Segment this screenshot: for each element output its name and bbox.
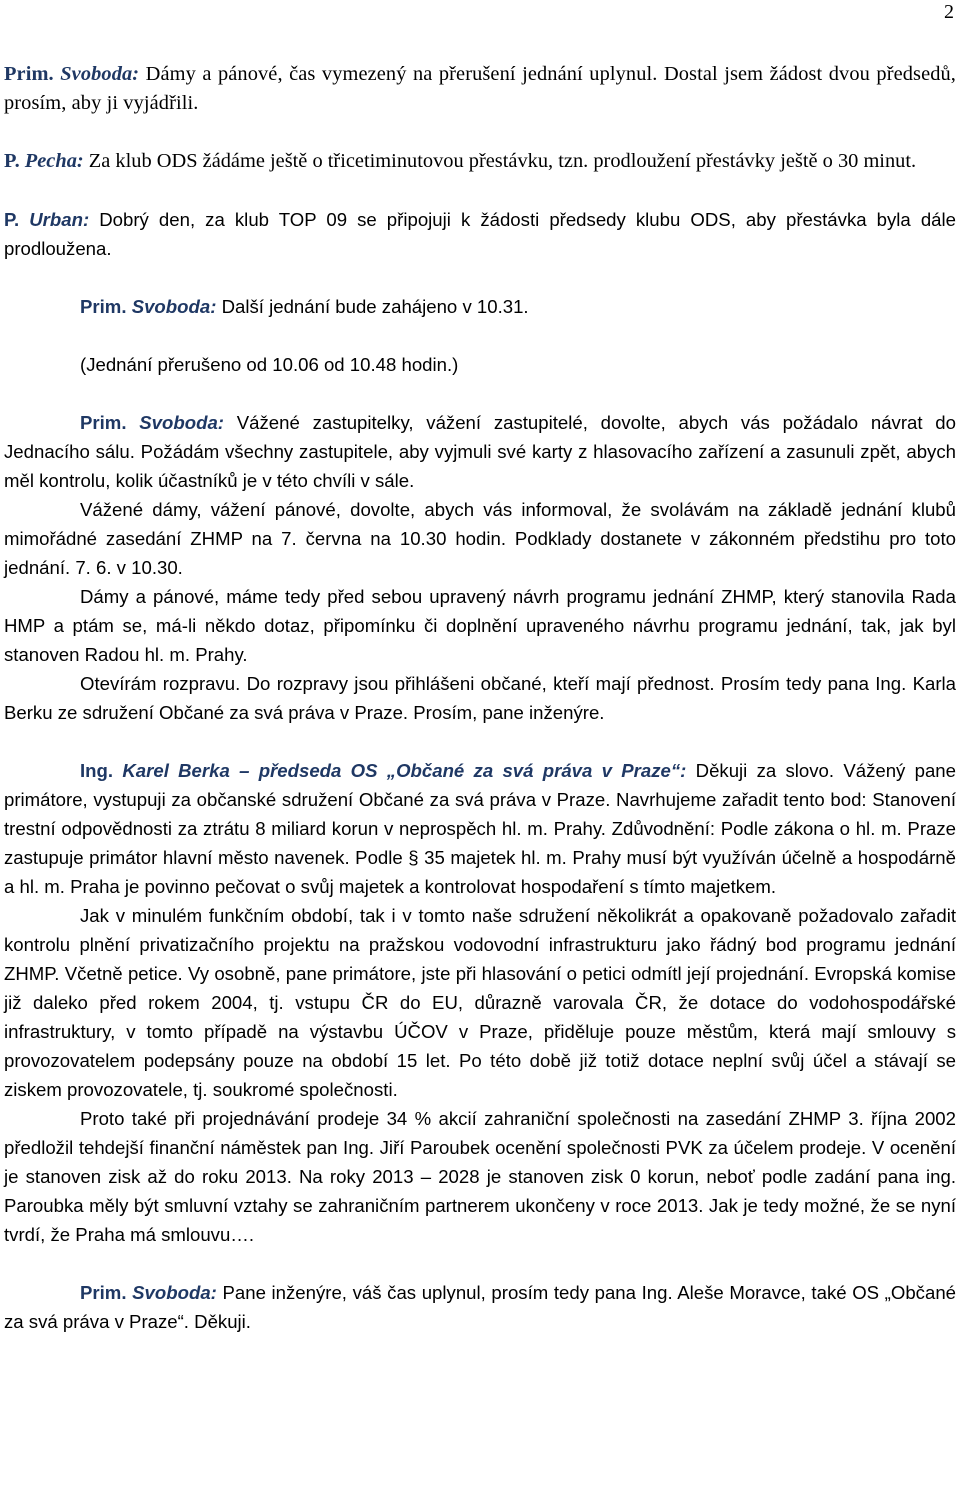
paragraph-text: Otevírám rozpravu. Do rozpravy jsou přihlášeni občané, kteří mají přednost. Prosím tedy pana Ing. Karla Berku ze sdružení Občané za svá práva v Praze. Prosím, pane inženýre.	[4, 673, 956, 723]
paragraph-9	[4, 669, 956, 727]
speaker-name: Svoboda:	[60, 63, 140, 85]
paragraph-text: Dámy a pánové, máme tedy před sebou upravený návrh programu jednání ZHMP, který stanovila Rada HMP a ptám se, má-li někdo dotaz, připomínku či doplnění upraveného návrhu programu jednání, tak, jak byl stanoven Radou hl. m. Prahy.	[4, 586, 956, 665]
paragraph-5	[4, 350, 956, 379]
speaker-name: Urban:	[29, 209, 90, 230]
paragraph-8	[4, 582, 956, 669]
paragraph-3	[4, 205, 956, 263]
paragraph-text: Jak v minulém funkčním období, tak i v tomto naše sdružení několikrát a opakovaně požadovalo zařadit kontrolu plnění privatizačního projektu na pražskou vodovodní infrastrukturu jako řádný bod programu jednání ZHMP. Včetně petice. Vy osobně, pane primátore, jste při hlasování o petici odmítl její projednání. Evropská komise již daleko před rokem 2004, tj. vstupu ČR do EU, důrazně varovala ČR, že dotace do vodohospodářské infrastruktury, v tomto případě na výstavbu ÚČOV v Praze, přiděluje pouze městům, která mají smlouvy s provozovatelem podepsány pouze na období 15 let. Po této době již totiž dotace neplní svůj účel a stávají se ziskem provozovatele, tj. soukromé společnosti.	[4, 905, 956, 1100]
paragraph-2	[4, 147, 956, 176]
paragraph-1	[4, 60, 956, 118]
paragraph-text: Pane inženýre, váš čas uplynul, prosím tedy pana Ing. Aleše Moravce, také OS „Občané za svá práva v Praze“. Děkuji.	[4, 1282, 956, 1332]
paragraph-text: Vážené zastupitelky, vážení zastupitelé, dovolte, abych vás požádalo návrat do Jednacího sálu. Požádám všechny zastupitele, aby vyjmuli své karty z hlasovacího zařízení a zasunuli zpět, abych měl kontrolu, kolik účastníků je v této chvíli v sále.	[4, 412, 956, 491]
speaker-title: Prim.	[80, 1282, 127, 1303]
speaker-title: Prim.	[4, 63, 54, 85]
paragraph-text: Dobrý den, za klub TOP 09 se připojuji k žádosti předsedy klubu ODS, aby přestávka byla dále prodloužena.	[4, 209, 956, 259]
speaker-name: Svoboda:	[139, 412, 224, 433]
paragraph-text: Vážené dámy, vážení pánové, dovolte, abych vás informoval, že svolávám na základě jednání klubů mimořádné zasedání ZHMP na 7. června na 10.30 hodin. Podklady dostanete v zákonném předstihu pro toto jednání. 7. 6. v 10.30.	[4, 499, 956, 578]
paragraph-text: Proto také při projednávání prodeje 34 % akcií zahraniční společnosti na zasedání ZHMP 3. října 2002 předložil tehdejší finanční náměstek pan Ing. Jiří Paroubek ocenění společnosti PVK za účelem prodeje. V ocenění je stanoven zisk až do roku 2013. Na roky 2013 – 2028 je stanoven zisk 0 korun, neboť podle zadání pana ing. Paroubka měly být smluvní vztahy se zahraničním partnerem ukončeny v roce 2013. Jak je tedy možné, že se nyní tvrdí, že Praha má smlouvu….	[4, 1108, 956, 1245]
paragraph-text: Další jednání bude zahájeno v 10.31.	[221, 296, 529, 317]
speaker-title: Ing.	[80, 760, 114, 781]
paragraph-7	[4, 495, 956, 582]
paragraph-10	[4, 756, 956, 901]
paragraph-text: Dámy a pánové, čas vymezený na přerušení jednání uplynul. Dostal jsem žádost dvou předsedů, prosím, aby ji vyjádřili.	[4, 63, 957, 114]
speaker-name: Svoboda:	[132, 1282, 217, 1303]
paragraph-6	[4, 408, 956, 495]
speaker-title: P.	[4, 209, 20, 230]
paragraph-12	[4, 1104, 956, 1249]
speaker-name: Karel Berka – předseda OS „Občané za svá práva v Praze“:	[122, 760, 687, 781]
page-number: 2	[944, 1, 954, 23]
speaker-title: Prim.	[80, 412, 127, 433]
paragraph-text: (Jednání přerušeno od 10.06 od 10.48 hodin.)	[80, 354, 459, 375]
paragraph-text: Za klub ODS žádáme ještě o třicetiminutovou přestávku, tzn. prodloužení přestávky ještě o 30 minut.	[88, 150, 917, 172]
paragraph-11	[4, 901, 956, 1104]
paragraph-text: Děkuji za slovo. Vážený pane primátore, vystupuji za občanské sdružení Občané za svá práva v Praze. Navrhujeme zařadit tento bod: Stanovení trestní odpovědnosti za ztrátu 8 miliard korun v neprospěch hl. m. Prahy. Zdůvodnění: Podle zákona o hl. m. Praze zastupuje primátor hlavní město navenek. Podle § 35 majetek hl. m. Prahy musí být využíván účelně a hospodárně a hl. m. Praha je povinno pečovat o svůj majetek a kontrolovat hospodaření s tímto majetkem.	[4, 760, 956, 897]
speaker-name: Pecha:	[24, 150, 84, 172]
paragraph-4	[4, 292, 956, 321]
paragraph-13	[4, 1278, 956, 1336]
speaker-name: Svoboda:	[131, 296, 217, 317]
speaker-title: Prim.	[80, 296, 127, 317]
speaker-title: P.	[4, 150, 20, 172]
